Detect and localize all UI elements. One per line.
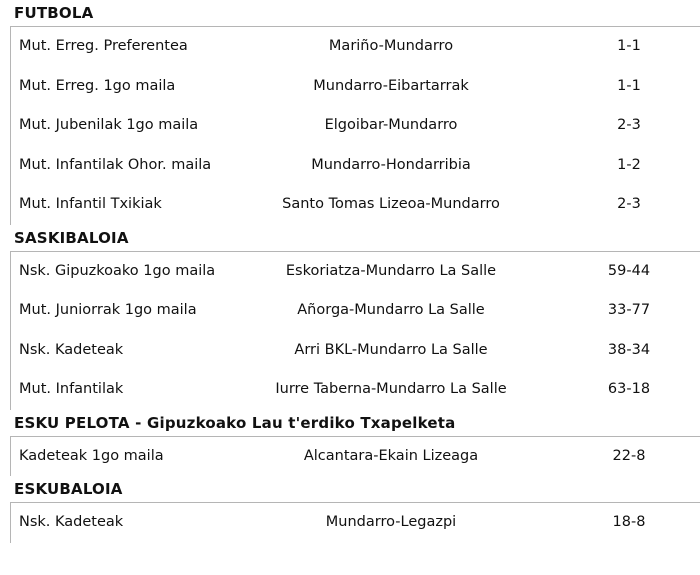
section-title: ESKUBALOIA	[14, 480, 123, 498]
match-cell: Arri BKL-Mundarro La Salle	[294, 341, 488, 358]
score-cell: 1-1	[617, 38, 641, 54]
category-cell: Mut. Infantilak Ohor. maila	[19, 156, 212, 173]
section-esku-pelota	[0, 410, 700, 477]
table-row	[11, 370, 700, 410]
score-cell: 2-3	[617, 117, 641, 133]
score-cell: 38-34	[607, 341, 651, 358]
match-cell: Santo Tomas Lizeoa-Mundarro	[282, 196, 500, 212]
section-eskubaloia	[0, 476, 700, 543]
section-table	[10, 26, 700, 225]
category-cell: Nsk. Gipuzkoako 1go maila	[19, 262, 216, 279]
match-cell: Añorga-Mundarro La Salle	[297, 302, 485, 318]
table-row	[11, 27, 700, 67]
table-row	[11, 106, 700, 146]
table-row	[11, 291, 700, 331]
match-cell: Elgoibar-Mundarro	[324, 117, 458, 133]
table-row	[11, 331, 700, 371]
section-table	[10, 436, 700, 477]
score-cell: 18-8	[612, 514, 646, 530]
section-table	[10, 251, 700, 410]
match-cell: Mundarro-Eibartarrak	[313, 77, 469, 94]
category-cell: Mut. Erreg. Preferentea	[19, 38, 188, 54]
match-cell: Iurre Taberna-Mundarro La Salle	[275, 381, 507, 397]
match-cell: Alcantara-Ekain Lizeaga	[303, 447, 479, 464]
score-cell: 33-77	[607, 302, 651, 318]
table-row	[11, 503, 700, 543]
category-cell: Mut. Jubenilak 1go maila	[19, 117, 199, 133]
score-cell: 63-18	[607, 381, 651, 397]
category-cell: Mut. Erreg. 1go maila	[19, 77, 176, 94]
category-cell: Nsk. Kadeteak	[19, 341, 124, 358]
category-cell: Nsk. Kadeteak	[19, 514, 124, 530]
score-cell: 59-44	[607, 262, 651, 279]
score-cell: 2-3	[617, 196, 641, 212]
category-cell: Mut. Infantil Txikiak	[19, 196, 162, 212]
match-cell: Mundarro-Legazpi	[325, 514, 457, 530]
match-cell: Mariño-Mundarro	[328, 38, 454, 54]
section-saskibaloia	[0, 225, 700, 410]
section-title: SASKIBALOIA	[14, 228, 129, 247]
match-cell: Mundarro-Hondarribia	[311, 156, 471, 173]
category-cell: Mut. Infantilak	[19, 381, 124, 397]
section-title: FUTBOLA	[14, 4, 94, 22]
table-row	[11, 185, 700, 225]
section-futbola	[0, 0, 700, 225]
table-row	[11, 437, 700, 477]
section-table	[10, 502, 700, 543]
score-cell: 1-2	[617, 156, 641, 173]
score-cell: 22-8	[612, 447, 646, 464]
section-title: ESKU PELOTA - Gipuzkoako Lau t'erdiko Txapelketa	[14, 413, 456, 432]
score-cell: 1-1	[617, 77, 641, 94]
table-row	[11, 67, 700, 107]
table-row	[11, 146, 700, 186]
match-cell: Eskoriatza-Mundarro La Salle	[285, 262, 497, 279]
category-cell: Mut. Juniorrak 1go maila	[19, 302, 197, 318]
table-row	[11, 252, 700, 292]
category-cell: Kadeteak 1go maila	[19, 447, 164, 464]
